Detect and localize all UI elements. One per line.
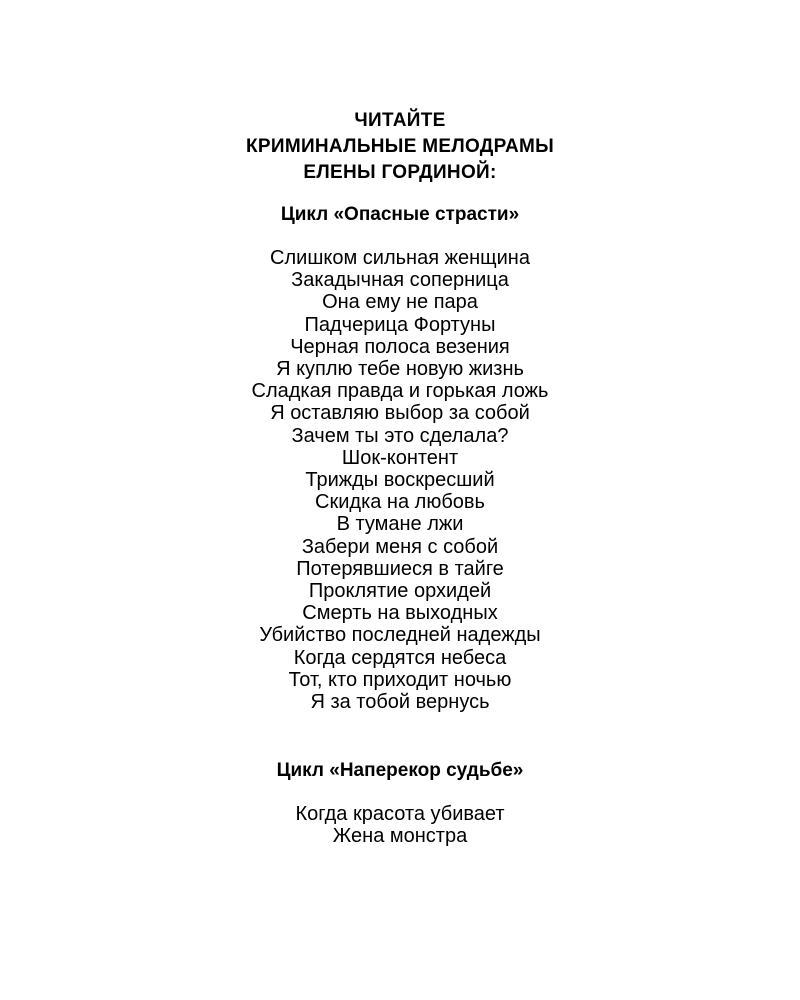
- book-list-naperekor-sudbe: [0, 803, 800, 847]
- heading-line: КРИМИНАЛЬНЫЕ МЕЛОДРАМЫ: [246, 136, 554, 157]
- book-title: Жена монстра: [332, 825, 468, 848]
- book-title: Зачем ты это сделала?: [291, 424, 509, 447]
- book-title: Я куплю тебе новую жизнь: [276, 358, 524, 381]
- book-title: Она ему не пара: [322, 291, 478, 314]
- book-title: Слишком сильная женщина: [270, 247, 530, 269]
- book-title: Шок-контент: [341, 446, 459, 469]
- book-title: Забери меня с собой: [301, 535, 499, 558]
- book-title: Когда сердятся небеса: [293, 646, 507, 669]
- book-title: Закадычная соперница: [291, 269, 509, 292]
- book-title: Смерть на выходных: [302, 602, 498, 625]
- heading-line: ЧИТАЙТЕ: [354, 110, 446, 131]
- cycle-title-naperekor-sudbe: Цикл «Наперекор судьбе»: [276, 760, 524, 781]
- heading-line: ЕЛЕНЫ ГОРДИНОЙ:: [303, 162, 497, 183]
- book-list-opasnye-strasti: [0, 247, 800, 713]
- book-title: Потерявшиеся в тайге: [296, 557, 504, 580]
- book-title: Убийство последней надежды: [259, 624, 541, 647]
- book-title: Проклятие орхидей: [308, 580, 492, 603]
- book-title: Я за тобой вернусь: [310, 691, 490, 714]
- book-title: Черная полоса везения: [290, 335, 510, 358]
- book-title: Тот, кто приходит ночью: [288, 668, 512, 691]
- cycle-title-opasnye-strasti: Цикл «Опасные страсти»: [280, 204, 520, 225]
- page-heading: [0, 108, 800, 186]
- book-title: В тумане лжи: [336, 513, 464, 536]
- book-title: Скидка на любовь: [315, 491, 485, 514]
- book-title: Когда красота убивает: [295, 803, 505, 825]
- book-title: Я оставляю выбор за собой: [270, 402, 530, 425]
- book-title: Падчерица Фортуны: [304, 313, 496, 336]
- book-title: Сладкая правда и горькая ложь: [251, 380, 549, 403]
- book-title: Трижды воскресший: [305, 469, 495, 492]
